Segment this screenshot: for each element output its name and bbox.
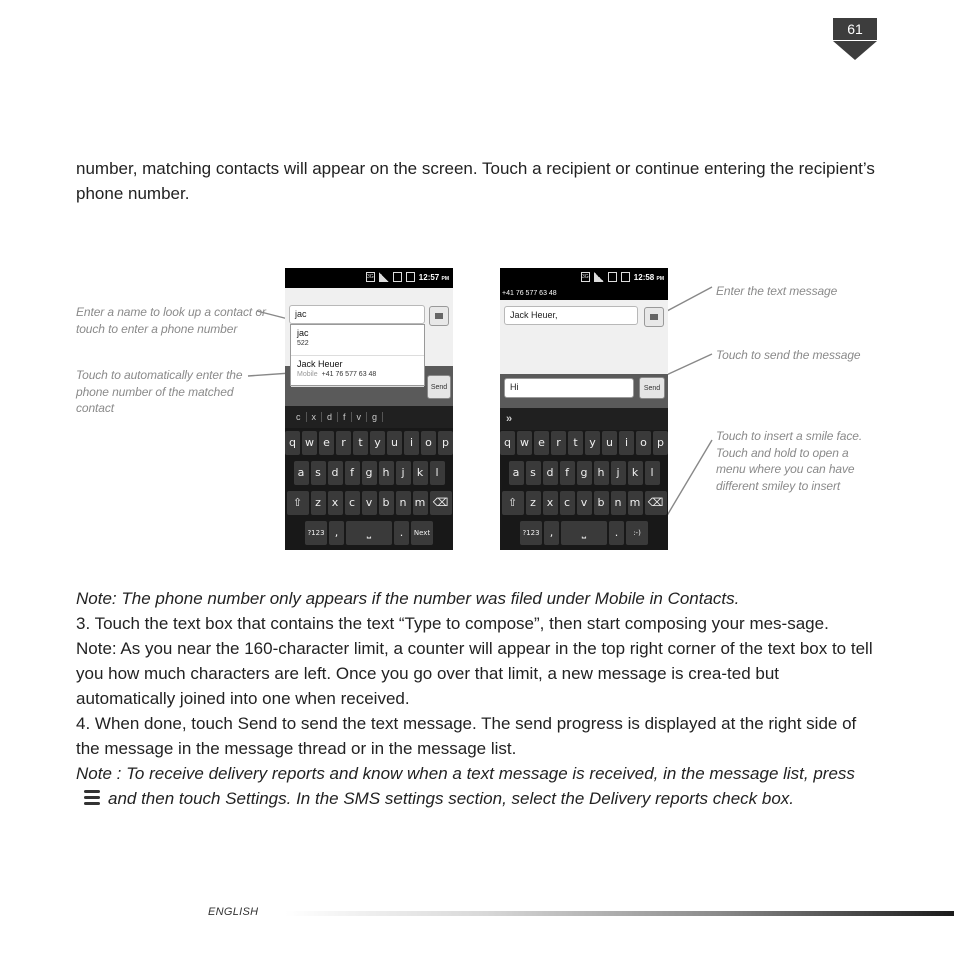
key-n[interactable]: n — [611, 491, 626, 515]
suggestion-item[interactable] — [291, 356, 424, 387]
key-space[interactable]: ⎵ — [346, 521, 392, 545]
send-button[interactable]: Send — [639, 377, 665, 399]
suggestion-name: Jack Heuer — [297, 359, 343, 369]
word-suggestion-bar — [500, 408, 668, 430]
key-o[interactable]: o — [421, 431, 436, 455]
battery-icon — [393, 272, 402, 282]
recipient-input[interactable]: Jack Heuer, — [504, 306, 638, 325]
note-delivery-reports — [76, 761, 876, 811]
key-s[interactable]: s — [311, 461, 326, 485]
key-u[interactable]: u — [387, 431, 402, 455]
contacts-button[interactable] — [644, 307, 664, 327]
message-input[interactable]: Hi — [504, 378, 634, 398]
key-m[interactable]: m — [413, 491, 428, 515]
key-n[interactable]: n — [396, 491, 411, 515]
key-symbols[interactable]: ?123 — [520, 521, 542, 545]
key-smiley[interactable]: :-) — [626, 521, 648, 545]
status-bar — [285, 268, 453, 288]
footer-gradient-rule — [285, 911, 954, 916]
suggest-letter[interactable]: c — [291, 412, 307, 422]
battery-icon — [608, 272, 617, 282]
backspace-icon[interactable]: ⌫ — [645, 491, 667, 515]
connector-send — [662, 354, 712, 377]
backspace-icon[interactable]: ⌫ — [430, 491, 452, 515]
key-r[interactable]: r — [551, 431, 566, 455]
key-i[interactable]: i — [404, 431, 419, 455]
key-h[interactable]: h — [594, 461, 609, 485]
key-x[interactable]: x — [543, 491, 558, 515]
callout-auto-enter-number: Touch to automatically enter the phone number of the matched contact — [76, 368, 243, 415]
key-b[interactable]: b — [379, 491, 394, 515]
key-l[interactable]: l — [430, 461, 445, 485]
connector-smiley — [662, 440, 712, 524]
suggest-letter[interactable]: x — [307, 412, 323, 422]
status-time: 12:57 PM — [418, 272, 449, 282]
key-t[interactable]: t — [353, 431, 368, 455]
suggest-letter[interactable]: f — [338, 412, 352, 422]
suggestion-name: jac — [297, 328, 309, 338]
key-h[interactable]: h — [379, 461, 394, 485]
key-space[interactable]: ⎵ — [561, 521, 607, 545]
shift-icon[interactable]: ⇧ — [287, 491, 309, 515]
suggest-letter[interactable]: v — [352, 412, 368, 422]
key-i[interactable]: i — [619, 431, 634, 455]
key-w[interactable]: w — [517, 431, 532, 455]
keyboard — [500, 430, 668, 550]
key-v[interactable]: v — [362, 491, 377, 515]
key-b[interactable]: b — [594, 491, 609, 515]
word-suggestion-bar — [285, 406, 453, 428]
key-p[interactable]: p — [438, 431, 453, 455]
key-o[interactable]: o — [636, 431, 651, 455]
contact-suggestion-list — [290, 324, 425, 386]
step-3: 3. Touch the text box that contains the text “Type to compose”, then start composing your mes-sage. — [76, 614, 829, 633]
notes-section — [76, 586, 876, 811]
key-k[interactable]: k — [413, 461, 428, 485]
expand-suggestions-icon[interactable]: » — [506, 413, 513, 425]
phone-screenshot-1 — [285, 268, 453, 550]
key-w[interactable]: w — [302, 431, 317, 455]
callout-lookup-contact: Enter a name to look up a contact or touch to enter a phone number — [76, 305, 266, 336]
key-z[interactable]: z — [526, 491, 541, 515]
network-3g-icon: 3G — [581, 274, 589, 280]
callout-enter-text: Enter the text message — [716, 284, 838, 298]
key-y[interactable]: y — [370, 431, 385, 455]
recipient-input[interactable]: jac — [289, 305, 425, 324]
key-g[interactable]: g — [577, 461, 592, 485]
key-next[interactable]: Next — [411, 521, 433, 545]
key-z[interactable]: z — [311, 491, 326, 515]
shift-icon[interactable]: ⇧ — [502, 491, 524, 515]
key-comma[interactable]: , — [329, 521, 344, 545]
key-f[interactable]: f — [345, 461, 360, 485]
note-character-limit: Note: As you near the 160-character limit, a counter will appear in the top right corner of the text box to tell you how much characters are left. Once you go over that limit, a new message is crea-ted but automatically joined into one when received. — [76, 639, 873, 708]
phone-screenshot-2 — [500, 268, 668, 550]
key-u[interactable]: u — [602, 431, 617, 455]
status-time: 12:58 PM — [633, 272, 664, 282]
key-l[interactable]: l — [645, 461, 660, 485]
key-q[interactable]: q — [500, 431, 515, 455]
callout-insert-smiley: Touch to insert a smile face. Touch and hold to open a menu where you can have different smiley to insert — [716, 429, 863, 493]
alarm-icon — [621, 272, 630, 282]
network-3g-icon: 3G — [366, 274, 374, 280]
key-p[interactable]: p — [653, 431, 668, 455]
signal-icon — [379, 272, 389, 282]
page-number: 61 — [833, 18, 877, 40]
key-e[interactable]: e — [319, 431, 334, 455]
key-period[interactable]: . — [394, 521, 409, 545]
suggest-letter[interactable]: g — [367, 412, 383, 422]
key-d[interactable]: d — [328, 461, 343, 485]
key-m[interactable]: m — [628, 491, 643, 515]
key-symbols[interactable]: ?123 — [305, 521, 327, 545]
footer-language: ENGLISH — [208, 906, 259, 918]
key-j[interactable]: j — [396, 461, 411, 485]
key-y[interactable]: y — [585, 431, 600, 455]
send-button[interactable]: Send — [427, 375, 451, 399]
key-k[interactable]: k — [628, 461, 643, 485]
key-a[interactable]: a — [294, 461, 309, 485]
key-v[interactable]: v — [577, 491, 592, 515]
alarm-icon — [406, 272, 415, 282]
note-delivery-part2: and then touch Settings. In the SMS settings section, select the Delivery reports check box. — [108, 789, 795, 808]
key-q[interactable]: q — [285, 431, 300, 455]
step-4: 4. When done, touch Send to send the text message. The send progress is displayed at the right side of the message in the message thread or in the message list. — [76, 714, 857, 758]
key-g[interactable]: g — [362, 461, 377, 485]
key-t[interactable]: t — [568, 431, 583, 455]
suggestion-detail: Mobile +41 76 577 63 48 — [297, 371, 377, 378]
key-period[interactable]: . — [609, 521, 624, 545]
key-comma[interactable]: , — [544, 521, 559, 545]
key-e[interactable]: e — [534, 431, 549, 455]
status-bar — [500, 268, 668, 300]
signal-icon — [594, 272, 604, 282]
header-phone-number: +41 76 577 63 48 — [502, 290, 557, 297]
keyboard — [285, 428, 453, 550]
callout-send-message: Touch to send the message — [716, 348, 861, 362]
note-delivery-part1: Note : To receive delivery reports and know when a text message is received, in the message list, press — [76, 764, 855, 783]
intro-paragraph: number, matching contacts will appear on the screen. Touch a recipient or continue entering the recipient’s phone number. — [76, 159, 875, 203]
key-j[interactable]: j — [611, 461, 626, 485]
menu-icon — [82, 787, 102, 809]
key-s[interactable]: s — [526, 461, 541, 485]
key-f[interactable]: f — [560, 461, 575, 485]
key-r[interactable]: r — [336, 431, 351, 455]
key-c[interactable]: c — [345, 491, 360, 515]
note-mobile-only: Note: The phone number only appears if the number was filed under Mobile in Contacts. — [76, 589, 740, 608]
suggest-letter[interactable]: d — [322, 412, 338, 422]
suggestion-item[interactable] — [291, 325, 424, 356]
key-a[interactable]: a — [509, 461, 524, 485]
key-x[interactable]: x — [328, 491, 343, 515]
contacts-button[interactable] — [429, 306, 449, 326]
suggestion-detail: 522 — [297, 340, 309, 347]
key-d[interactable]: d — [543, 461, 558, 485]
key-c[interactable]: c — [560, 491, 575, 515]
